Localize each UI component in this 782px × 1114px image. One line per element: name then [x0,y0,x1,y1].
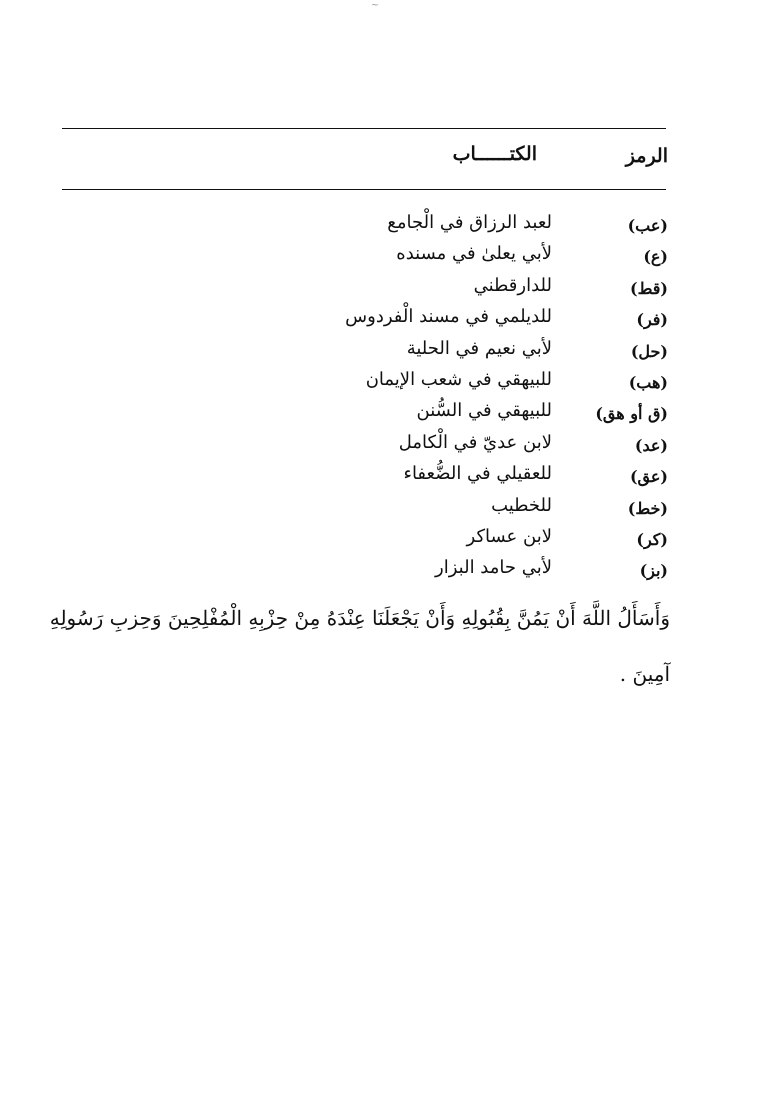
abbreviation-source: للبيهقي في شعب الإيمان [365,368,552,390]
abbreviation-source: لأبي نعيم في الحلية [406,337,552,359]
abbreviation-code: (قط) [630,278,668,298]
table-row [0,400,782,431]
table-row [0,369,782,400]
header-code-label: الرمز [625,145,668,167]
abbreviation-code: (ق أو هق) [595,404,668,424]
table-top-rule [62,128,666,129]
table-header-rule [62,189,666,190]
abbreviation-source: للديلمي في مسند الْفردوس [345,306,552,328]
table-row [0,212,782,243]
abbreviation-source: للدارقطني [473,274,552,296]
abbreviation-source: لابن عديّ في الْكامل [398,431,552,453]
abbreviation-source: لعبد الرزاق في الْجامع [387,212,552,233]
abbreviation-code: (هب) [628,372,668,392]
table-row [0,557,782,588]
abbreviation-code: (عد) [634,435,668,455]
page-top-mark: ~ [370,0,380,11]
abbreviation-source: لابن عساكر [466,525,552,547]
abbreviation-source: للبيهقي في السُّنن [416,400,552,422]
table-row [0,432,782,463]
closing-prayer-line: وَأَسَأَلُ اللَّهَ أَنْ يَمُنَّ بِقُبُولِهِ وَأَنْ يَجْعَلَنَا عِنْدَهُ مِنْ حِزْبِهِ الْمُفْلِحِينَ وَحِزبِ رَسُولِهِ [49,606,670,630]
abbreviation-source: للخطيب [491,494,552,516]
abbreviation-source: لأبي يعلىٰ في مسنده [396,243,552,265]
table-row [0,495,782,526]
table-row [0,275,782,306]
abbreviation-code: (حل) [630,341,668,361]
abbreviation-code: (عب) [627,216,668,235]
abbreviation-source: للعقيلي في الضُّعفاء [403,463,552,485]
table-row [0,243,782,274]
abbreviation-source: لأبي حامد البزار [435,557,552,579]
abbreviation-code: (فر) [636,310,668,330]
table-row [0,338,782,369]
abbreviation-code: (كر) [636,529,668,549]
abbreviation-code: (ع) [643,247,668,267]
closing-prayer [49,590,670,702]
table-row [0,306,782,337]
table-row [0,526,782,557]
abbreviation-table [0,212,782,589]
header-book-label: الكتــــــاب [452,143,537,165]
table-row [0,463,782,494]
abbreviation-code: (بز) [639,561,668,581]
abbreviation-code: (خط) [627,498,668,518]
abbreviation-code: (عق) [629,467,668,487]
closing-amen: آمِينَ . [619,662,670,686]
